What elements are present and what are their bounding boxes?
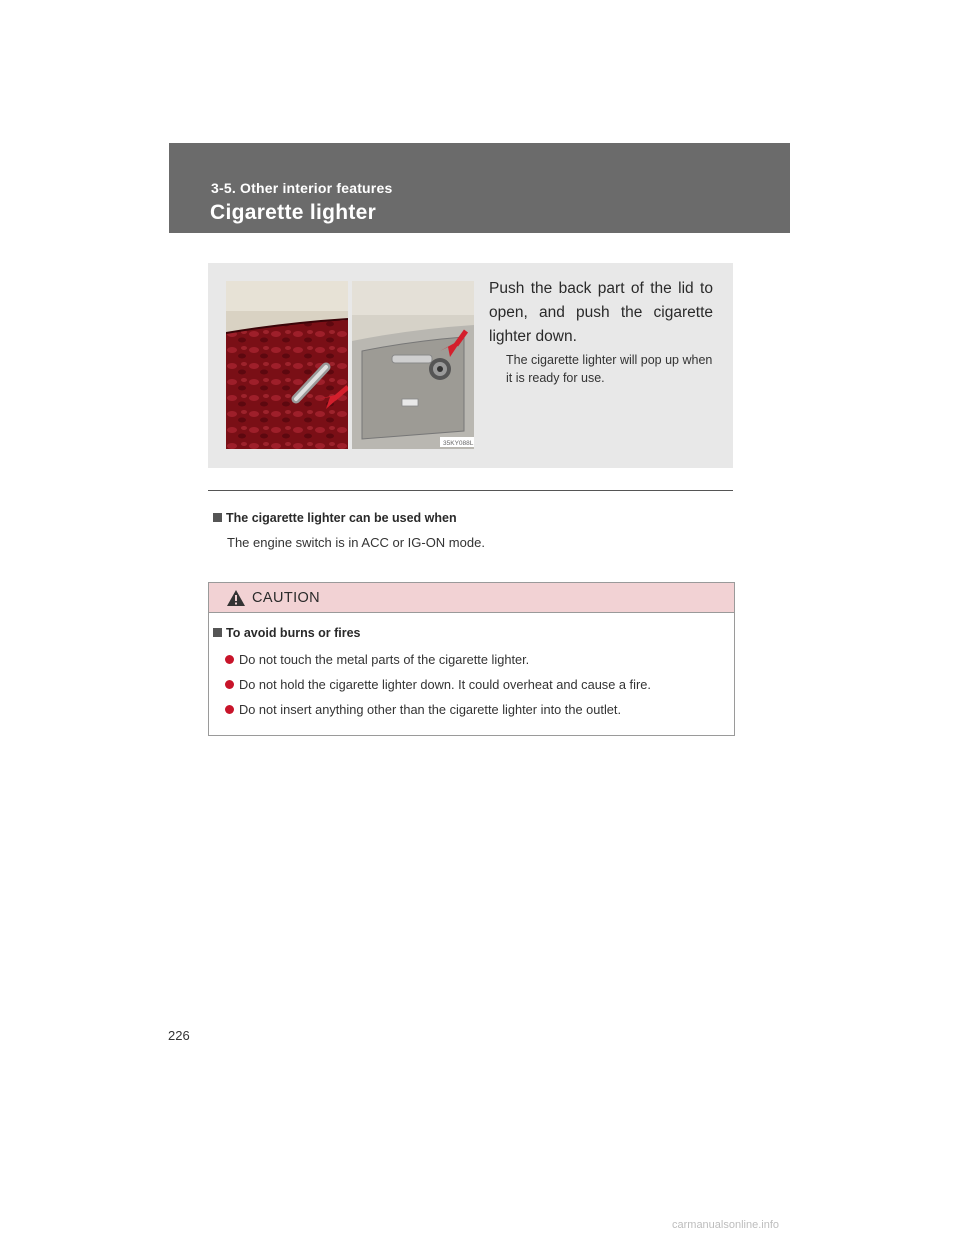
caution-box: [208, 582, 735, 736]
caution-subtitle: To avoid burns or fires: [213, 626, 361, 640]
note-text: The cigarette lighter will pop up when it is ready for use.: [506, 353, 713, 385]
square-bullet-icon: [213, 628, 222, 637]
open-lid-photo: [352, 281, 474, 449]
watermark-link[interactable]: carmanualsonline.info: [672, 1219, 780, 1231]
info-heading: The cigarette lighter can be used when: [213, 511, 457, 525]
round-bullet-icon: [225, 680, 234, 689]
closed-lid-photo: [226, 281, 348, 449]
image-code-label: 35KY088L: [443, 440, 474, 447]
caution-header: [209, 583, 734, 613]
caution-item: Do not hold the cigarette lighter down. It could overheat and cause a fire.: [225, 677, 651, 692]
info-body: The engine switch is in ACC or IG-ON mode.: [227, 535, 485, 550]
instruction-text: Push the back part of the lid to open, and push the cigarette lighter down.: [489, 280, 713, 345]
round-bullet-icon: [225, 705, 234, 714]
caution-label: CAUTION: [252, 590, 321, 606]
caution-item: Do not touch the metal parts of the cigarette lighter.: [225, 652, 529, 667]
warning-triangle-icon: [226, 589, 246, 607]
section-label: 3-5. Other interior features: [211, 180, 393, 196]
illustration-panel: [208, 263, 733, 468]
page-header: [169, 143, 790, 233]
caution-item: Do not insert anything other than the cigarette lighter into the outlet.: [225, 702, 621, 717]
page-title: Cigarette lighter: [210, 201, 377, 224]
page-number: 226: [168, 1028, 190, 1043]
square-bullet-icon: [213, 513, 222, 522]
section-divider: [208, 490, 733, 491]
round-bullet-icon: [225, 655, 234, 664]
